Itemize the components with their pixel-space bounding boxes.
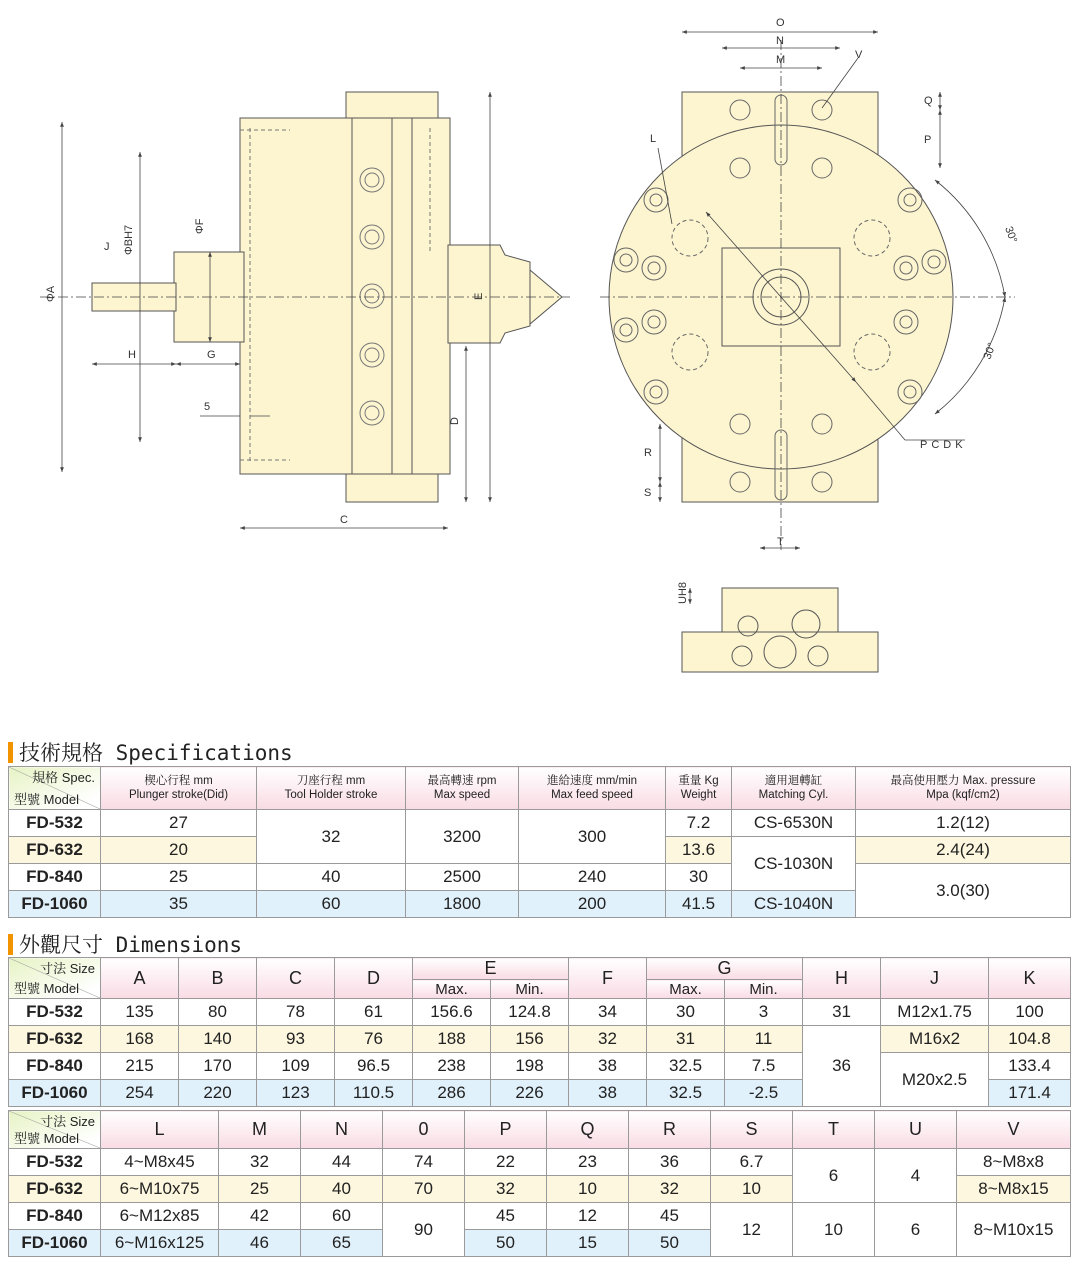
spec-cell: 2.4(24) xyxy=(856,837,1071,864)
spec-table xyxy=(8,766,1071,918)
dim-cell: 76 xyxy=(335,1026,413,1053)
dim-cell: 156 xyxy=(491,1026,569,1053)
dim-cell: 140 xyxy=(179,1026,257,1053)
dim-cell: 36 xyxy=(803,1026,881,1107)
dim-header-h: H xyxy=(803,958,881,999)
dim-cell: 70 xyxy=(383,1176,465,1203)
spec-cell: 3200 xyxy=(406,810,519,864)
dim-cell: 220 xyxy=(179,1080,257,1107)
spec-cell: 40 xyxy=(257,864,406,891)
dim-cell: 45 xyxy=(629,1203,711,1230)
spec-cell: 27 xyxy=(101,810,257,837)
dim-cell: 156.6 xyxy=(413,999,491,1026)
dim-cell: 32 xyxy=(569,1026,647,1053)
dim-cell: 215 xyxy=(101,1053,179,1080)
dim-cell: 11 xyxy=(725,1026,803,1053)
spec-header-speed: 最高轉速 rpm Max speed xyxy=(406,767,519,810)
dim-cell: 80 xyxy=(179,999,257,1026)
label-o: O xyxy=(776,17,785,29)
dim-cell: 10 xyxy=(547,1176,629,1203)
title-bar-icon xyxy=(8,934,13,955)
model-cell: FD-840 xyxy=(9,1053,101,1080)
dim-corner: 寸法 Size 型號 Model xyxy=(9,958,101,999)
label-r: R xyxy=(644,447,652,459)
dim-cell: M12x1.75 xyxy=(881,999,989,1026)
model-cell: FD-632 xyxy=(9,837,101,864)
model-cell: FD-632 xyxy=(9,1026,101,1053)
dim-cell: 60 xyxy=(301,1203,383,1230)
label-g: G xyxy=(207,349,216,361)
dim-header-o: 0 xyxy=(383,1111,465,1149)
model-cell: FD-1060 xyxy=(9,1080,101,1107)
model-cell: FD-632 xyxy=(9,1176,101,1203)
dim-cell: 31 xyxy=(647,1026,725,1053)
label-m: M xyxy=(776,54,786,66)
dim-header-u: U xyxy=(875,1111,957,1149)
dim-title xyxy=(8,932,242,956)
label-uh8: UH8 xyxy=(677,581,689,604)
spec-cell: 41.5 xyxy=(666,891,732,918)
spec-cell: 240 xyxy=(519,864,666,891)
label-5: 5 xyxy=(204,401,211,413)
spec-cell: 35 xyxy=(101,891,257,918)
dim-cell: 123 xyxy=(257,1080,335,1107)
spec-cell: 200 xyxy=(519,891,666,918)
label-d: D xyxy=(449,417,461,425)
dim-cell: 4~M8x45 xyxy=(101,1149,219,1176)
dim-cell: 12 xyxy=(547,1203,629,1230)
dim-cell: 12 xyxy=(711,1203,793,1257)
dim-header-m: M xyxy=(219,1111,301,1149)
dim-cell: 32.5 xyxy=(647,1053,725,1080)
spec-header-cylinder: 適用迴轉缸 Matching Cyl. xyxy=(732,767,856,810)
spec-cell: CS-1030N xyxy=(732,837,856,891)
spec-cell: 25 xyxy=(101,864,257,891)
model-cell: FD-532 xyxy=(9,1149,101,1176)
model-cell: FD-532 xyxy=(9,810,101,837)
dim-cell: 93 xyxy=(257,1026,335,1053)
dim-header-g-min: Min. xyxy=(725,980,803,999)
label-h: H xyxy=(128,349,136,361)
dim-cell: 133.4 xyxy=(989,1053,1071,1080)
dim-cell: 254 xyxy=(101,1080,179,1107)
dim-cell: M16x2 xyxy=(881,1026,989,1053)
spec-header-weight: 重量 Kg Weight xyxy=(666,767,732,810)
dim-header-f: F xyxy=(569,958,647,999)
dim-cell: 124.8 xyxy=(491,999,569,1026)
dim-cell: 15 xyxy=(547,1230,629,1257)
dim-header-t: T xyxy=(793,1111,875,1149)
label-angle-top: 30° xyxy=(1002,224,1020,245)
dim-table-2 xyxy=(8,1110,1071,1257)
dim-cell: 8~M8x15 xyxy=(957,1176,1071,1203)
dim-cell: 30 xyxy=(647,999,725,1026)
dim-cell: 34 xyxy=(569,999,647,1026)
model-cell: FD-1060 xyxy=(9,891,101,918)
dim-cell: 226 xyxy=(491,1080,569,1107)
dim-cell: 104.8 xyxy=(989,1026,1071,1053)
dim-cell: 46 xyxy=(219,1230,301,1257)
dim-cell: 50 xyxy=(629,1230,711,1257)
spec-cell: 13.6 xyxy=(666,837,732,864)
dim-title-text: 外觀尺寸 Dimensions xyxy=(19,933,243,957)
dim-cell: 31 xyxy=(803,999,881,1026)
spec-cell: 7.2 xyxy=(666,810,732,837)
dim-cell: 50 xyxy=(465,1230,547,1257)
dim-header-s: S xyxy=(711,1111,793,1149)
dim-cell: 6~M12x85 xyxy=(101,1203,219,1230)
label-phi-f: ΦF xyxy=(194,218,206,234)
dim-header-n: N xyxy=(301,1111,383,1149)
dim-header-d: D xyxy=(335,958,413,999)
model-cell: FD-1060 xyxy=(9,1230,101,1257)
dim-cell: 6 xyxy=(875,1203,957,1257)
spec-header-feed: 進給速度 mm/min Max feed speed xyxy=(519,767,666,810)
dim-header-r: R xyxy=(629,1111,711,1149)
dim-cell: 78 xyxy=(257,999,335,1026)
dim-cell: 38 xyxy=(569,1080,647,1107)
spec-cell: 300 xyxy=(519,810,666,864)
dim-cell: 135 xyxy=(101,999,179,1026)
spec-header-holder: 刀座行程 mm Tool Holder stroke xyxy=(257,767,406,810)
spec-header-plunger: 楔心行程 mm Plunger stroke(Did) xyxy=(101,767,257,810)
dim-cell: 42 xyxy=(219,1203,301,1230)
dim2-corner: 寸法 Size 型號 Model xyxy=(9,1111,101,1149)
dim-header-q: Q xyxy=(547,1111,629,1149)
dim-cell: 90 xyxy=(383,1203,465,1257)
dim-header-b: B xyxy=(179,958,257,999)
spec-cell: 2500 xyxy=(406,864,519,891)
dim-cell: 32 xyxy=(219,1149,301,1176)
dim-header-p: P xyxy=(465,1111,547,1149)
label-pcdk: PCDK xyxy=(920,439,967,451)
spec-cell: 3.0(30) xyxy=(856,864,1071,918)
dim-header-g: G xyxy=(647,958,803,980)
dim-cell: 170 xyxy=(179,1053,257,1080)
dim-cell: 96.5 xyxy=(335,1053,413,1080)
model-cell: FD-840 xyxy=(9,1203,101,1230)
dim-cell: 38 xyxy=(569,1053,647,1080)
dim-header-e: E xyxy=(413,958,569,980)
label-l: L xyxy=(650,133,657,145)
dim-header-a: A xyxy=(101,958,179,999)
dim-cell: 6.7 xyxy=(711,1149,793,1176)
label-e: E xyxy=(473,292,485,300)
dim-cell: 23 xyxy=(547,1149,629,1176)
model-cell: FD-840 xyxy=(9,864,101,891)
dim-cell: 168 xyxy=(101,1026,179,1053)
label-p: P xyxy=(924,134,932,146)
label-angle-bottom: 30° xyxy=(981,341,999,362)
dim-cell: 6 xyxy=(793,1149,875,1203)
label-c: C xyxy=(340,514,348,526)
dim-cell: 25 xyxy=(219,1176,301,1203)
dim-cell: 286 xyxy=(413,1080,491,1107)
dim-cell: 32.5 xyxy=(647,1080,725,1107)
dim-cell: 10 xyxy=(793,1203,875,1257)
dim-cell: 7.5 xyxy=(725,1053,803,1080)
dim-table-1 xyxy=(8,957,1071,1107)
label-n: N xyxy=(776,35,784,47)
dim-cell: M20x2.5 xyxy=(881,1053,989,1107)
dim-cell: 40 xyxy=(301,1176,383,1203)
label-v: V xyxy=(855,49,863,61)
dim-header-v: V xyxy=(957,1111,1071,1149)
spec-cell: 1800 xyxy=(406,891,519,918)
dim-cell: 8~M10x15 xyxy=(957,1203,1071,1257)
spec-title-text: 技術規格 Specifications xyxy=(19,741,293,765)
dim-cell: 32 xyxy=(629,1176,711,1203)
dim-cell: 110.5 xyxy=(335,1080,413,1107)
model-cell: FD-532 xyxy=(9,999,101,1026)
dim-cell: 65 xyxy=(301,1230,383,1257)
spec-corner: 規格 Spec. 型號 Model xyxy=(9,767,101,810)
dim-cell: 188 xyxy=(413,1026,491,1053)
dim-cell: 6~M16x125 xyxy=(101,1230,219,1257)
dim-cell: 32 xyxy=(465,1176,547,1203)
dim-cell: 61 xyxy=(335,999,413,1026)
dim-header-c: C xyxy=(257,958,335,999)
label-phi-bh7: ΦBH7 xyxy=(123,224,135,255)
spec-title xyxy=(8,740,293,764)
label-q: Q xyxy=(924,95,933,107)
spec-header-pressure: 最高使用壓力 Max. pressure Mpa (kqf/cm2) xyxy=(856,767,1071,810)
dim-cell: 109 xyxy=(257,1053,335,1080)
dim-header-e-min: Min. xyxy=(491,980,569,999)
dim-cell: 74 xyxy=(383,1149,465,1176)
dim-cell: 10 xyxy=(711,1176,793,1203)
dim-cell: 36 xyxy=(629,1149,711,1176)
spec-cell: CS-6530N xyxy=(732,810,856,837)
title-bar-icon xyxy=(8,742,13,763)
spec-cell: 30 xyxy=(666,864,732,891)
label-s: S xyxy=(644,487,652,499)
dim-header-e-max: Max. xyxy=(413,980,491,999)
dim-header-k: K xyxy=(989,958,1071,999)
dim-cell: 45 xyxy=(465,1203,547,1230)
dim-cell: 4 xyxy=(875,1149,957,1203)
spec-cell: 1.2(12) xyxy=(856,810,1071,837)
dim-cell: 6~M10x75 xyxy=(101,1176,219,1203)
dim-cell: 3 xyxy=(725,999,803,1026)
dim-cell: 238 xyxy=(413,1053,491,1080)
dim-cell: 22 xyxy=(465,1149,547,1176)
label-phi-a: ΦA xyxy=(45,285,57,302)
dim-header-g-max: Max. xyxy=(647,980,725,999)
spec-cell: 60 xyxy=(257,891,406,918)
dim-cell: 198 xyxy=(491,1053,569,1080)
spec-cell: CS-1040N xyxy=(732,891,856,918)
spec-cell: 32 xyxy=(257,810,406,864)
dim-cell: 44 xyxy=(301,1149,383,1176)
dim-cell: 100 xyxy=(989,999,1071,1026)
dim-header-j: J xyxy=(881,958,989,999)
dim-cell: 171.4 xyxy=(989,1080,1071,1107)
dim-header-l: L xyxy=(101,1111,219,1149)
label-j: J xyxy=(104,241,110,253)
dim-cell: -2.5 xyxy=(725,1080,803,1107)
dim-cell: 8~M8x8 xyxy=(957,1149,1071,1176)
label-t: T xyxy=(777,536,784,548)
spec-cell: 20 xyxy=(101,837,257,864)
